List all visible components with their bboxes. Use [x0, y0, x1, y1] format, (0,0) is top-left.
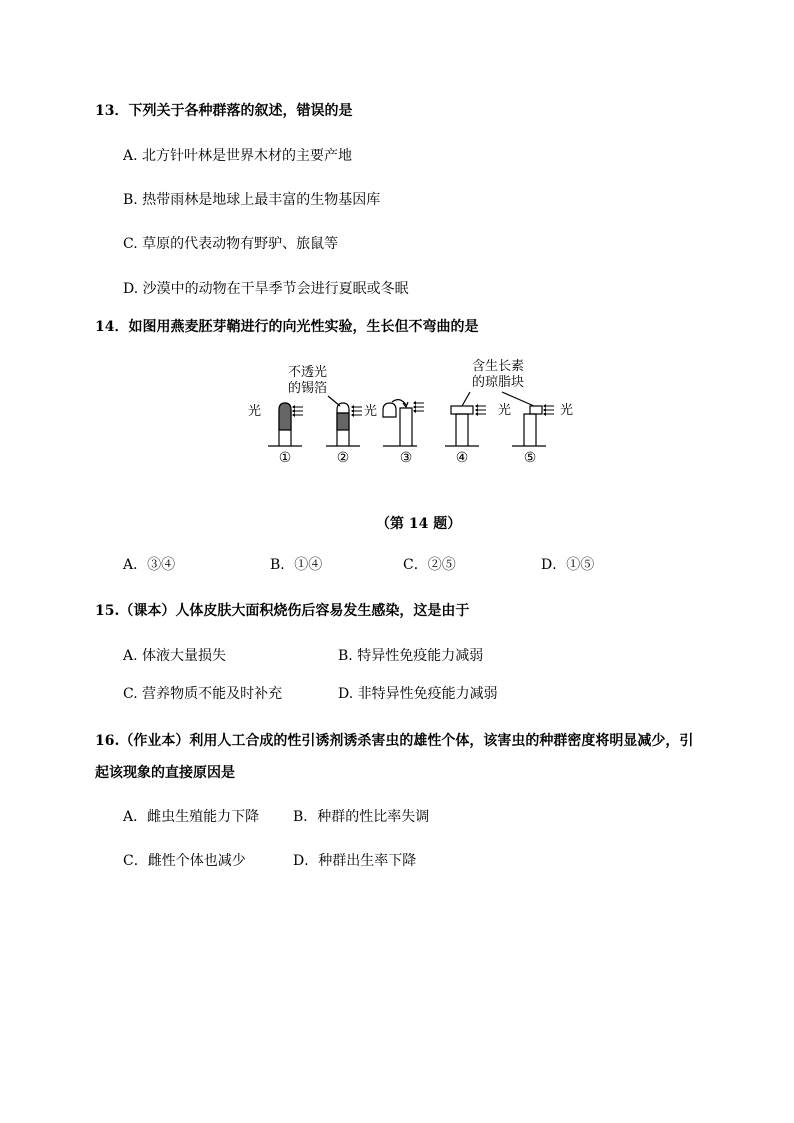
agar-block-4 [451, 406, 473, 414]
agar-label-line1: 含生长素 [472, 359, 525, 374]
agar-label-line2: 的琼脂块 [472, 375, 525, 390]
light-label-4: 光 [498, 403, 512, 418]
q14-option-b: B．①④ [270, 557, 323, 573]
phototropism-experiment-figure [240, 352, 580, 492]
q15-option-b: B. 特异性免疫能力减弱 [338, 648, 484, 664]
foil-pointer [328, 396, 340, 406]
q14-option-a: A．③④ [123, 557, 176, 573]
agar-pointer-4 [462, 392, 470, 406]
figure-number-2: ② [336, 450, 350, 466]
q15-option-c: C. 营养物质不能及时补充 [123, 686, 283, 702]
coleoptile-5 [524, 414, 536, 446]
light-label-5: 光 [560, 403, 574, 418]
q16-option-c: C．雌性个体也减少 [123, 853, 246, 869]
q16-stem-line2: 起该现象的直接原因是 [95, 765, 235, 781]
q13-option-d: D. 沙漠中的动物在干旱季节会进行夏眠或冬眠 [123, 281, 409, 297]
q16-stem-line1: 16.（作业本）利用人工合成的性引诱剂诱杀害虫的雄性个体，该害虫的种群密度将明显减少，引 [95, 733, 694, 749]
light-arrows [293, 403, 554, 415]
figure-number-3: ③ [399, 450, 413, 466]
q16-option-b: B．种群的性比率失调 [293, 809, 430, 825]
q14-option-c: C．②⑤ [403, 557, 456, 573]
q14-stem: 14．如图用燕麦胚芽鞘进行的向光性实验，生长但不弯曲的是 [95, 319, 479, 335]
coleoptile-3 [400, 408, 412, 446]
q15-option-a: A. 体液大量损失 [123, 648, 227, 664]
q13-option-b: B. 热带雨林是地球上最丰富的生物基因库 [123, 192, 381, 208]
light-label-1: 光 [248, 404, 262, 419]
light-label-2: 光 [364, 404, 378, 419]
q16-option-a: A．雌虫生殖能力下降 [123, 809, 260, 825]
cut-tip-3 [383, 403, 396, 417]
q13-option-c: C. 草原的代表动物有野驴、旅鼠等 [123, 236, 339, 252]
coleoptile-4 [456, 414, 468, 446]
foil-label-line1: 不透光 [288, 365, 328, 380]
q15-stem: 15.（课本）人体皮肤大面积烧伤后容易发生感染，这是由于 [95, 603, 470, 619]
q16-option-d: D．种群出生率下降 [293, 853, 417, 869]
q13-stem: 13．下列关于各种群落的叙述，错误的是 [95, 103, 353, 119]
q15-option-d: D. 非特异性免疫能力减弱 [338, 686, 498, 702]
q13-option-a: A. 北方针叶林是世界木材的主要产地 [123, 148, 353, 164]
foil-cap-1 [279, 403, 291, 430]
figure-number-1: ① [278, 450, 292, 466]
foil-ring-2 [337, 413, 349, 430]
q14-option-d: D．①⑤ [541, 557, 595, 573]
q14-figure-caption: （第 14 题） [376, 516, 462, 532]
foil-label-line2: 的锡箔 [288, 381, 328, 396]
figure-number-5: ⑤ [523, 450, 537, 466]
agar-block-5 [530, 406, 542, 414]
figure-number-4: ④ [455, 450, 469, 466]
